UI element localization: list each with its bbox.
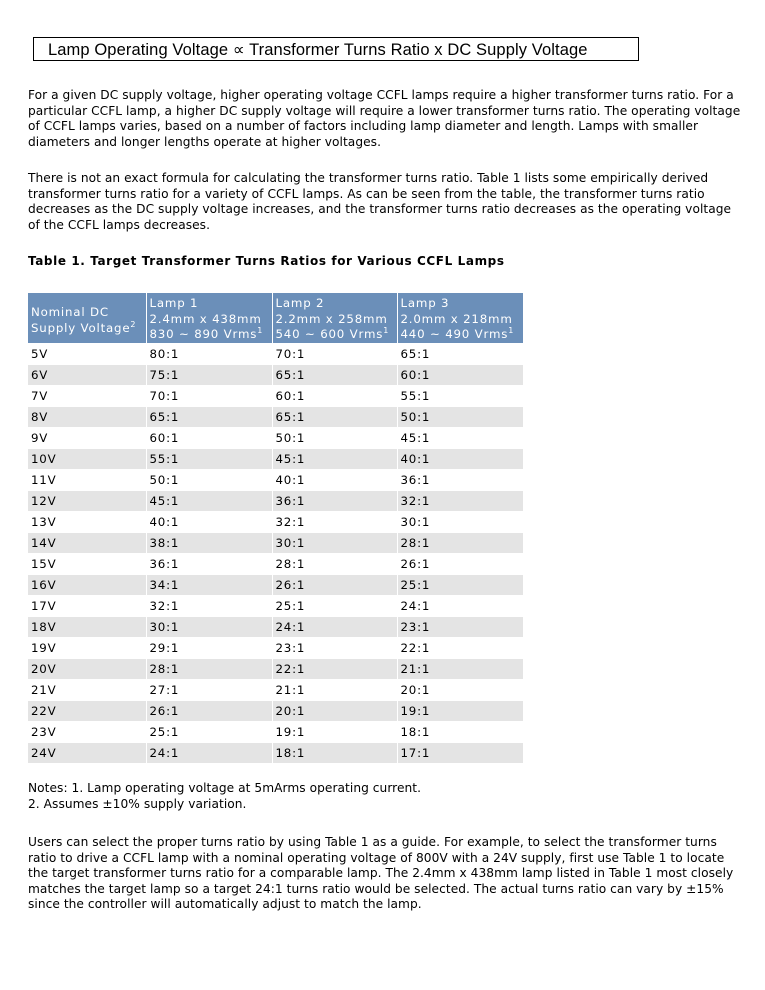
- supply-voltage-cell: 6V: [28, 364, 146, 385]
- table-row: [28, 679, 523, 700]
- supply-voltage-cell: 14V: [28, 532, 146, 553]
- lamp-1-size: 2.4mm x 438mm: [149, 311, 262, 326]
- lamp-3-voltage: 440 ~ 490 Vrms$^1$: [400, 326, 515, 341]
- supply-voltage-cell: 11V: [28, 469, 146, 490]
- supply-voltage-cell: 24V: [28, 742, 146, 763]
- lamp-2-ratio-cell: 18:1: [272, 742, 397, 763]
- lamp-1-ratio-cell: 80:1: [146, 343, 272, 364]
- supply-voltage-cell: 18V: [28, 616, 146, 637]
- formula-title-box: [33, 37, 639, 61]
- lamp-2-ratio-cell: 23:1: [272, 637, 397, 658]
- supply-voltage-cell: 19V: [28, 637, 146, 658]
- lamp-3-ratio-cell: 17:1: [397, 742, 523, 763]
- supply-voltage-cell: 7V: [28, 385, 146, 406]
- lamp-3-ratio-cell: 36:1: [397, 469, 523, 490]
- lamp-2-ratio-cell: 25:1: [272, 595, 397, 616]
- table-header-row: [28, 293, 523, 343]
- table-row: [28, 427, 523, 448]
- header-lamp-3: [397, 293, 523, 343]
- formula-title: Lamp Operating Voltage ∝ Transformer Turns Ratio x DC Supply Voltage: [48, 41, 588, 59]
- lamp-2-ratio-cell: 65:1: [272, 406, 397, 427]
- lamp-2-ratio-cell: 21:1: [272, 679, 397, 700]
- lamp-2-size: 2.2mm x 258mm: [275, 311, 388, 326]
- lamp-3-ratio-cell: 24:1: [397, 595, 523, 616]
- header-lamp-1: [146, 293, 272, 343]
- lamp-1-ratio-cell: 60:1: [146, 427, 272, 448]
- lamp-2-voltage: 540 ~ 600 Vrms$^1$: [275, 326, 390, 341]
- footnote-2-marker: 2: [130, 319, 137, 329]
- lamp-1-ratio-cell: 40:1: [146, 511, 272, 532]
- header-supply-line1: Nominal DC: [31, 305, 109, 319]
- lamp-1-ratio-cell: 65:1: [146, 406, 272, 427]
- lamp-3-ratio-cell: 30:1: [397, 511, 523, 532]
- lamp-3-ratio-cell: 22:1: [397, 637, 523, 658]
- lamp-3-name: Lamp 3: [400, 296, 450, 310]
- lamp-1-ratio-cell: 30:1: [146, 616, 272, 637]
- table-row: [28, 637, 523, 658]
- lamp-1-name: Lamp 1: [149, 296, 199, 310]
- supply-voltage-cell: 20V: [28, 658, 146, 679]
- lamp-3-ratio-cell: 60:1: [397, 364, 523, 385]
- lamp-2-ratio-cell: 36:1: [272, 490, 397, 511]
- table-row: [28, 721, 523, 742]
- supply-voltage-cell: 8V: [28, 406, 146, 427]
- turns-ratio-table: [28, 293, 523, 763]
- supply-voltage-cell: 12V: [28, 490, 146, 511]
- table-row: [28, 616, 523, 637]
- table-row: [28, 511, 523, 532]
- supply-voltage-cell: 5V: [28, 343, 146, 364]
- lamp-3-ratio-cell: 32:1: [397, 490, 523, 511]
- lamp-1-ratio-cell: 45:1: [146, 490, 272, 511]
- header-lamp-2: [272, 293, 397, 343]
- table-row: [28, 490, 523, 511]
- lamp-2-ratio-cell: 32:1: [272, 511, 397, 532]
- lamp-2-ratio-cell: 70:1: [272, 343, 397, 364]
- table-row: [28, 364, 523, 385]
- lamp-3-ratio-cell: 28:1: [397, 532, 523, 553]
- formula-paragraph: There is not an exact formula for calculating the transformer turns ratio. Table 1 lists some empirically derived transformer turns ratio for a variety of CCFL lamps. As can be seen from the table, the transformer turns ratio decreases as the DC supply voltage increases, and the transformer turns ratio decreases as the operating voltage of the CCFL lamps decreases.: [28, 171, 732, 232]
- usage-paragraph: Users can select the proper turns ratio by using Table 1 as a guide. For example, to select the transformer turns ratio to drive a CCFL lamp with a nominal operating voltage of 800V with a 24V supply, first use Table 1 to locate the target transformer turns ratio for a comparable lamp. The 2.4mm x 438mm lamp listed in Table 1 most closely matches the target lamp so a target 24:1 turns ratio would be selected. The actual turns ratio can vary by ±15% since the controller will automatically adjust to match the lamp.: [28, 835, 734, 911]
- lamp-3-ratio-cell: 25:1: [397, 574, 523, 595]
- lamp-3-size: 2.0mm x 218mm: [400, 311, 513, 326]
- intro-paragraph: For a given DC supply voltage, higher operating voltage CCFL lamps require a higher transformer turns ratio. For a particular CCFL lamp, a higher DC supply voltage will require a lower transformer turns ratio. The operating voltage of CCFL lamps varies, based on a number of factors including lamp diameter and length. Lamps with smaller diameters and longer lengths operate at higher voltages.: [28, 88, 741, 149]
- lamp-2-ratio-cell: 28:1: [272, 553, 397, 574]
- supply-voltage-cell: 16V: [28, 574, 146, 595]
- lamp-3-ratio-cell: 21:1: [397, 658, 523, 679]
- table-row: [28, 574, 523, 595]
- lamp-3-ratio-cell: 20:1: [397, 679, 523, 700]
- table-notes: [28, 781, 421, 812]
- footnote-1-marker: 1: [383, 326, 390, 336]
- lamp-2-name: Lamp 2: [275, 296, 325, 310]
- lamp-1-ratio-cell: 55:1: [146, 448, 272, 469]
- lamp-3-ratio-cell: 19:1: [397, 700, 523, 721]
- supply-voltage-cell: 9V: [28, 427, 146, 448]
- table-row: [28, 469, 523, 490]
- header-supply-line2: Supply Voltage$^2$: [31, 319, 137, 335]
- supply-voltage-cell: 23V: [28, 721, 146, 742]
- lamp-2-ratio-cell: 24:1: [272, 616, 397, 637]
- lamp-3-ratio-cell: 18:1: [397, 721, 523, 742]
- table-row: [28, 448, 523, 469]
- note-2: 2. Assumes ±10% supply variation.: [28, 796, 247, 811]
- lamp-2-ratio-cell: 20:1: [272, 700, 397, 721]
- note-1: Notes: 1. Lamp operating voltage at 5mArms operating current.: [28, 781, 422, 795]
- lamp-2-ratio-cell: 60:1: [272, 385, 397, 406]
- lamp-2-ratio-cell: 50:1: [272, 427, 397, 448]
- supply-voltage-cell: 15V: [28, 553, 146, 574]
- header-supply-voltage: [28, 293, 146, 343]
- lamp-2-ratio-cell: 30:1: [272, 532, 397, 553]
- lamp-1-ratio-cell: 29:1: [146, 637, 272, 658]
- lamp-2-ratio-cell: 19:1: [272, 721, 397, 742]
- table-body: [28, 343, 523, 763]
- table-row: [28, 742, 523, 763]
- lamp-1-ratio-cell: 24:1: [146, 742, 272, 763]
- supply-voltage-cell: 13V: [28, 511, 146, 532]
- table-caption: Table 1. Target Transformer Turns Ratios for Various CCFL Lamps: [28, 254, 505, 268]
- lamp-1-ratio-cell: 75:1: [146, 364, 272, 385]
- supply-voltage-cell: 21V: [28, 679, 146, 700]
- table-row: [28, 343, 523, 364]
- lamp-1-ratio-cell: 34:1: [146, 574, 272, 595]
- footnote-1-marker: 1: [508, 326, 515, 336]
- lamp-1-ratio-cell: 70:1: [146, 385, 272, 406]
- lamp-3-ratio-cell: 65:1: [397, 343, 523, 364]
- lamp-2-ratio-cell: 65:1: [272, 364, 397, 385]
- table-row: [28, 658, 523, 679]
- lamp-1-ratio-cell: 36:1: [146, 553, 272, 574]
- table-row: [28, 553, 523, 574]
- table-row: [28, 700, 523, 721]
- lamp-1-ratio-cell: 50:1: [146, 469, 272, 490]
- lamp-1-ratio-cell: 26:1: [146, 700, 272, 721]
- table-row: [28, 532, 523, 553]
- table-row: [28, 406, 523, 427]
- table-row: [28, 595, 523, 616]
- supply-voltage-cell: 17V: [28, 595, 146, 616]
- supply-voltage-cell: 10V: [28, 448, 146, 469]
- lamp-3-ratio-cell: 26:1: [397, 553, 523, 574]
- supply-voltage-cell: 22V: [28, 700, 146, 721]
- lamp-3-ratio-cell: 23:1: [397, 616, 523, 637]
- lamp-1-ratio-cell: 28:1: [146, 658, 272, 679]
- lamp-2-ratio-cell: 45:1: [272, 448, 397, 469]
- table-row: [28, 385, 523, 406]
- lamp-3-ratio-cell: 40:1: [397, 448, 523, 469]
- lamp-3-ratio-cell: 45:1: [397, 427, 523, 448]
- lamp-1-voltage: 830 ~ 890 Vrms$^1$: [149, 326, 264, 341]
- lamp-3-ratio-cell: 55:1: [397, 385, 523, 406]
- footnote-1-marker: 1: [257, 326, 264, 336]
- lamp-3-ratio-cell: 50:1: [397, 406, 523, 427]
- lamp-1-ratio-cell: 25:1: [146, 721, 272, 742]
- lamp-2-ratio-cell: 22:1: [272, 658, 397, 679]
- lamp-2-ratio-cell: 40:1: [272, 469, 397, 490]
- lamp-1-ratio-cell: 38:1: [146, 532, 272, 553]
- lamp-1-ratio-cell: 32:1: [146, 595, 272, 616]
- lamp-2-ratio-cell: 26:1: [272, 574, 397, 595]
- lamp-1-ratio-cell: 27:1: [146, 679, 272, 700]
